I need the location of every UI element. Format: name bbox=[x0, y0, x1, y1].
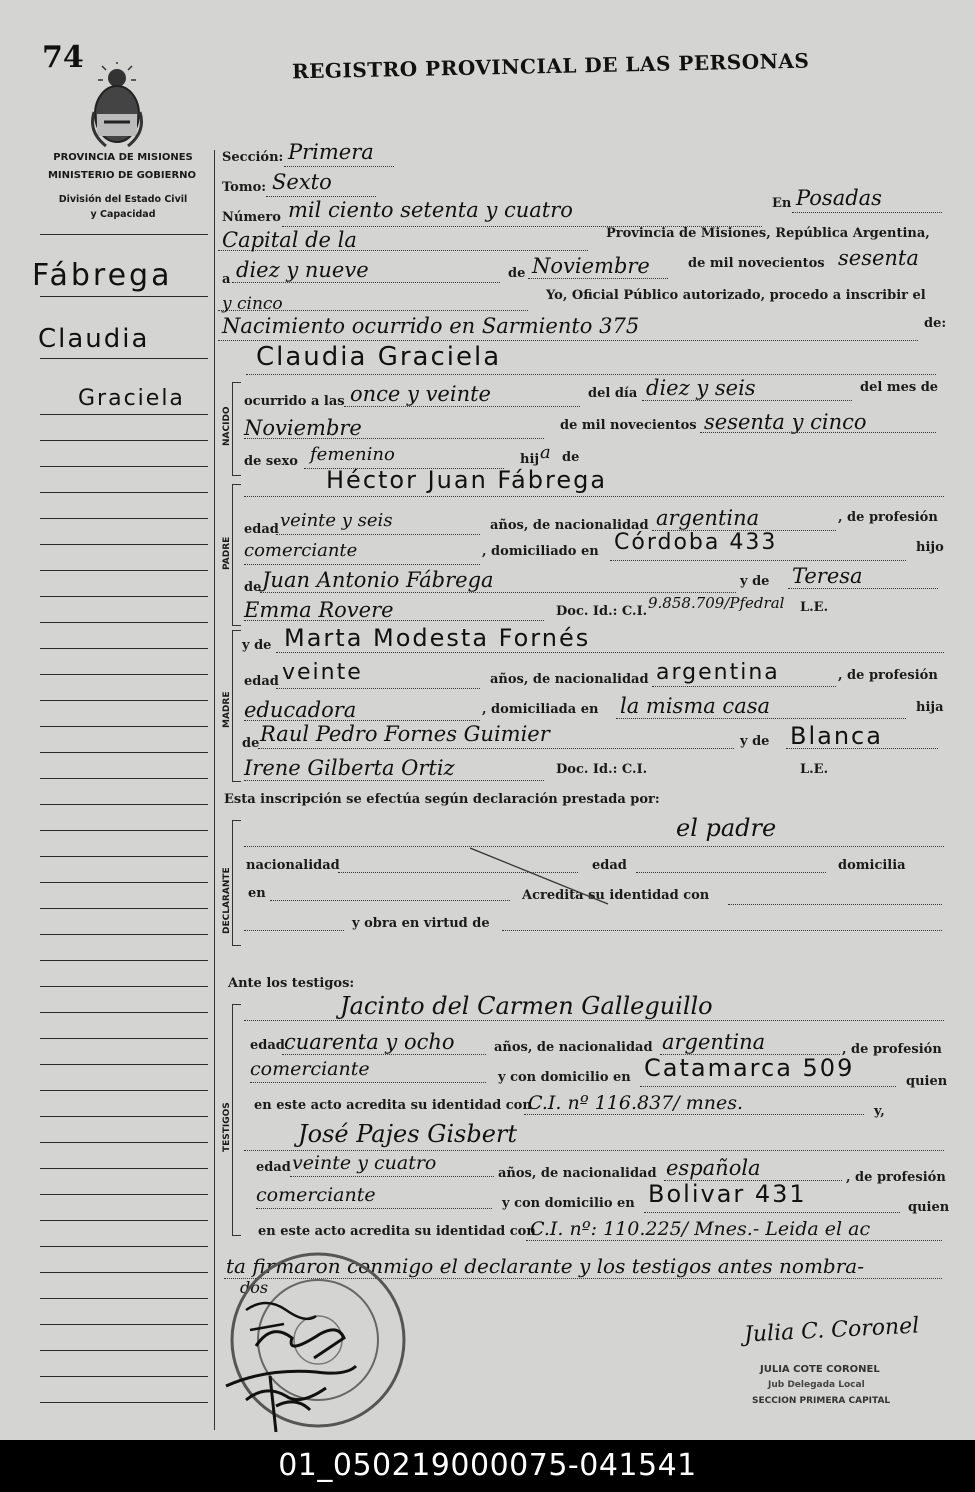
officer-signature: Julia C. Coronel bbox=[743, 1313, 920, 1348]
t2-domicilio-label: y con domicilio en bbox=[502, 1196, 635, 1211]
de-label: de bbox=[508, 266, 526, 281]
padre-nac-value: argentina bbox=[656, 506, 760, 530]
madre-profesion-label: , de profesión bbox=[838, 668, 938, 683]
madre-docid-label: Doc. Id.: C.I. bbox=[556, 762, 648, 777]
closing-text-2: dos bbox=[240, 1278, 269, 1297]
officer-office-stamp: SECCION PRIMERA CAPITAL bbox=[752, 1396, 891, 1406]
ante-testigos-label: Ante los testigos: bbox=[228, 976, 355, 991]
padre-docid-label: Doc. Id.: C.I. bbox=[556, 604, 648, 619]
t2-dom-value: Bolivar 431 bbox=[648, 1180, 807, 1208]
declarante-value: el padre bbox=[676, 814, 777, 842]
t2-edad-label: edad bbox=[256, 1160, 291, 1175]
padre-le-label: L.E. bbox=[800, 600, 829, 615]
hij-label: hij bbox=[520, 452, 540, 467]
tomo-label: Tomo: bbox=[222, 180, 267, 195]
page-number: 74 bbox=[42, 40, 84, 75]
padre-madre-value: Teresa bbox=[792, 564, 863, 588]
padre-edad-label: edad bbox=[244, 522, 279, 537]
division-heading-2: y Capacidad bbox=[90, 209, 156, 220]
de-colon-label: de: bbox=[924, 316, 947, 331]
padre-edad-value: veinte y seis bbox=[280, 510, 393, 531]
nacido-side-label: NACIDO bbox=[222, 406, 232, 446]
yo-oficial-label: Yo, Oficial Público autorizado, procedo a inscribir el bbox=[546, 288, 926, 303]
testigo-1-value: Jacinto del Carmen Galleguillo bbox=[340, 992, 713, 1020]
de-mil-2-label: de mil novecientos bbox=[560, 418, 697, 433]
margin-divider bbox=[214, 150, 215, 1430]
mes-value: Noviembre bbox=[532, 254, 650, 278]
del-mes-label: del mes de bbox=[860, 380, 939, 395]
padre-prof-value: comerciante bbox=[244, 540, 358, 561]
ministry-heading: MINISTERIO DE GOBIERNO bbox=[47, 170, 197, 181]
declarante-edad-label: edad bbox=[592, 858, 627, 873]
en-label: En bbox=[772, 196, 792, 211]
madre-edad-label: edad bbox=[244, 674, 279, 689]
madre-prof-value: educadora bbox=[244, 698, 357, 722]
dia-value: diez y nueve bbox=[236, 258, 369, 282]
madre-madre-value: Blanca bbox=[790, 722, 883, 750]
closing-text: ta firmaron conmigo el declarante y los testigos antes nombra- bbox=[226, 1254, 864, 1278]
coat-of-arms-icon bbox=[86, 62, 148, 156]
madre-edad-value: veinte bbox=[282, 660, 363, 685]
padre-dom-value: Córdoba 433 bbox=[614, 530, 778, 555]
t2-profesion-label: , de profesión bbox=[846, 1170, 946, 1185]
madre-nombre-value: Marta Modesta Fornés bbox=[284, 624, 591, 652]
madre-y-de-label: y de bbox=[242, 638, 272, 653]
t2-nac-label: años, de nacionalidad bbox=[498, 1166, 657, 1181]
del-dia-label: del día bbox=[588, 386, 638, 401]
madre-le-label: L.E. bbox=[800, 762, 829, 777]
anio-nac-value: sesenta y cinco bbox=[704, 410, 867, 434]
madre-dom-value: la misma casa bbox=[620, 694, 771, 718]
nacimiento-value: Nacimiento ocurrido en Sarmiento 375 bbox=[222, 314, 640, 338]
testigos-bracket bbox=[232, 1004, 241, 1236]
witness-signatures bbox=[216, 1290, 386, 1438]
esta-inscripcion-label: Esta inscripción se efectúa según declaración prestada por: bbox=[224, 792, 660, 807]
province-heading: PROVINCIA DE MISIONES bbox=[53, 152, 193, 163]
padre-hijo-de-value: Juan Antonio Fábrega bbox=[262, 568, 494, 592]
declarante-bracket bbox=[232, 820, 241, 946]
t1-acredita-label: en este acto acredita su identidad con bbox=[254, 1098, 532, 1113]
t2-nac-value: española bbox=[666, 1156, 761, 1180]
anio-value: sesenta bbox=[838, 246, 919, 270]
t2-quien-label: quien bbox=[908, 1200, 950, 1215]
t1-domicilio-label: y con domicilio en bbox=[498, 1070, 631, 1085]
seccion-value: Primera bbox=[288, 140, 374, 164]
padre-profesion-label: , de profesión bbox=[838, 510, 938, 525]
nombre-value: Claudia Graciela bbox=[256, 342, 502, 372]
madre-de-label: de bbox=[242, 736, 260, 751]
margin-first-name: Claudia bbox=[38, 324, 150, 354]
ocurrido-label: ocurrido a las bbox=[244, 394, 345, 409]
margin-surname: Fábrega bbox=[32, 258, 173, 293]
mes-nac-value: Noviembre bbox=[244, 416, 362, 440]
a-label: a bbox=[222, 272, 231, 287]
madre-dom-label: , domiciliada en bbox=[482, 702, 599, 717]
sexo-value: femenino bbox=[310, 444, 395, 465]
padre-madre-cont-value: Emma Rovere bbox=[244, 598, 394, 622]
provincia-label: Provincia de Misiones, República Argentina, bbox=[606, 226, 930, 241]
officer-name-stamp: JULIA COTE CORONEL bbox=[760, 1364, 880, 1375]
padre-nombre-value: Héctor Juan Fábrega bbox=[326, 466, 608, 494]
t1-edad-label: edad bbox=[250, 1038, 285, 1053]
strike-line bbox=[470, 846, 610, 906]
t1-ci-value: C.I. nº 116.837/ mnes. bbox=[528, 1092, 743, 1114]
de-mil-label: de mil novecientos bbox=[688, 256, 825, 271]
madre-nac-label: años, de nacionalidad bbox=[490, 672, 649, 687]
t1-y-label: y, bbox=[874, 1104, 885, 1119]
officer-title-stamp: Jub Delegada Local bbox=[768, 1380, 865, 1390]
numero-value: mil ciento setenta y cuatro bbox=[288, 198, 573, 222]
en-city-value: Posadas bbox=[796, 186, 882, 210]
padre-hijo-label: hijo bbox=[916, 540, 944, 555]
t1-quien-label: quien bbox=[906, 1074, 948, 1089]
padre-bracket bbox=[232, 484, 241, 626]
padre-y-de-label: y de bbox=[740, 574, 770, 589]
document-code-footer: 01_050219000075-041541 bbox=[0, 1440, 975, 1492]
hora-value: once y veinte bbox=[350, 382, 491, 406]
padre-side-label: PADRE bbox=[222, 536, 232, 570]
capital-value: Capital de la bbox=[222, 228, 357, 252]
de-sexo-label: de sexo bbox=[244, 454, 298, 469]
t2-acredita-label: en este acto acredita su identidad con bbox=[258, 1224, 536, 1239]
t2-edad-value: veinte y cuatro bbox=[292, 1152, 437, 1174]
division-heading: División del Estado Civil bbox=[58, 194, 188, 205]
anio-cont-value: y cinco bbox=[222, 294, 283, 314]
margin-second-name: Graciela bbox=[78, 386, 185, 411]
testigo-2-value: José Pajes Gisbert bbox=[298, 1120, 518, 1148]
en-d-label: en bbox=[248, 886, 266, 901]
dia-nac-value: diez y seis bbox=[646, 376, 756, 400]
de-2-label: de bbox=[562, 450, 580, 465]
padre-ci-value: 9.858.709/Pfedral bbox=[648, 594, 785, 612]
hij-suffix-value: a bbox=[540, 442, 551, 463]
madre-bracket bbox=[232, 630, 241, 782]
madre-side-label: MADRE bbox=[222, 691, 232, 728]
t2-ci-value: C.I. nº: 110.225/ Mnes.- Leida el ac bbox=[530, 1218, 871, 1240]
madre-nac-value: argentina bbox=[656, 660, 780, 685]
testigos-side-label: TESTIGOS bbox=[222, 1102, 232, 1152]
t1-dom-value: Catamarca 509 bbox=[644, 1054, 855, 1082]
t2-prof-value: comerciante bbox=[256, 1184, 376, 1206]
madre-madre-cont-value: Irene Gilberta Ortiz bbox=[244, 756, 455, 780]
nacido-bracket bbox=[232, 382, 241, 476]
numero-label: Número bbox=[222, 210, 281, 225]
nacionalidad-label: nacionalidad bbox=[246, 858, 340, 873]
tomo-value: Sexto bbox=[272, 170, 332, 194]
document-title: REGISTRO PROVINCIAL DE LAS PERSONAS bbox=[291, 48, 810, 84]
t1-nac-value: argentina bbox=[662, 1030, 766, 1054]
t1-edad-value: cuarenta y ocho bbox=[284, 1030, 455, 1054]
t1-nac-label: años, de nacionalidad bbox=[494, 1040, 653, 1055]
obra-label: y obra en virtud de bbox=[352, 916, 490, 931]
t1-profesion-label: , de profesión bbox=[842, 1042, 942, 1057]
madre-y-de-2-label: y de bbox=[740, 734, 770, 749]
madre-hija-label: hija bbox=[916, 700, 944, 715]
seccion-label: Sección: bbox=[222, 150, 284, 165]
padre-dom-label: , domiciliado en bbox=[482, 544, 599, 559]
declarante-side-label: DECLARANTE bbox=[222, 867, 232, 934]
madre-hija-de-value: Raul Pedro Fornes Guimier bbox=[260, 722, 550, 746]
domicilia-label: domicilia bbox=[838, 858, 906, 873]
t1-prof-value: comerciante bbox=[250, 1058, 370, 1080]
padre-de-label: de bbox=[244, 580, 262, 595]
padre-nac-label: años, de nacionalidad bbox=[490, 518, 649, 533]
acredita-label: Acredita su identidad con bbox=[522, 888, 710, 903]
